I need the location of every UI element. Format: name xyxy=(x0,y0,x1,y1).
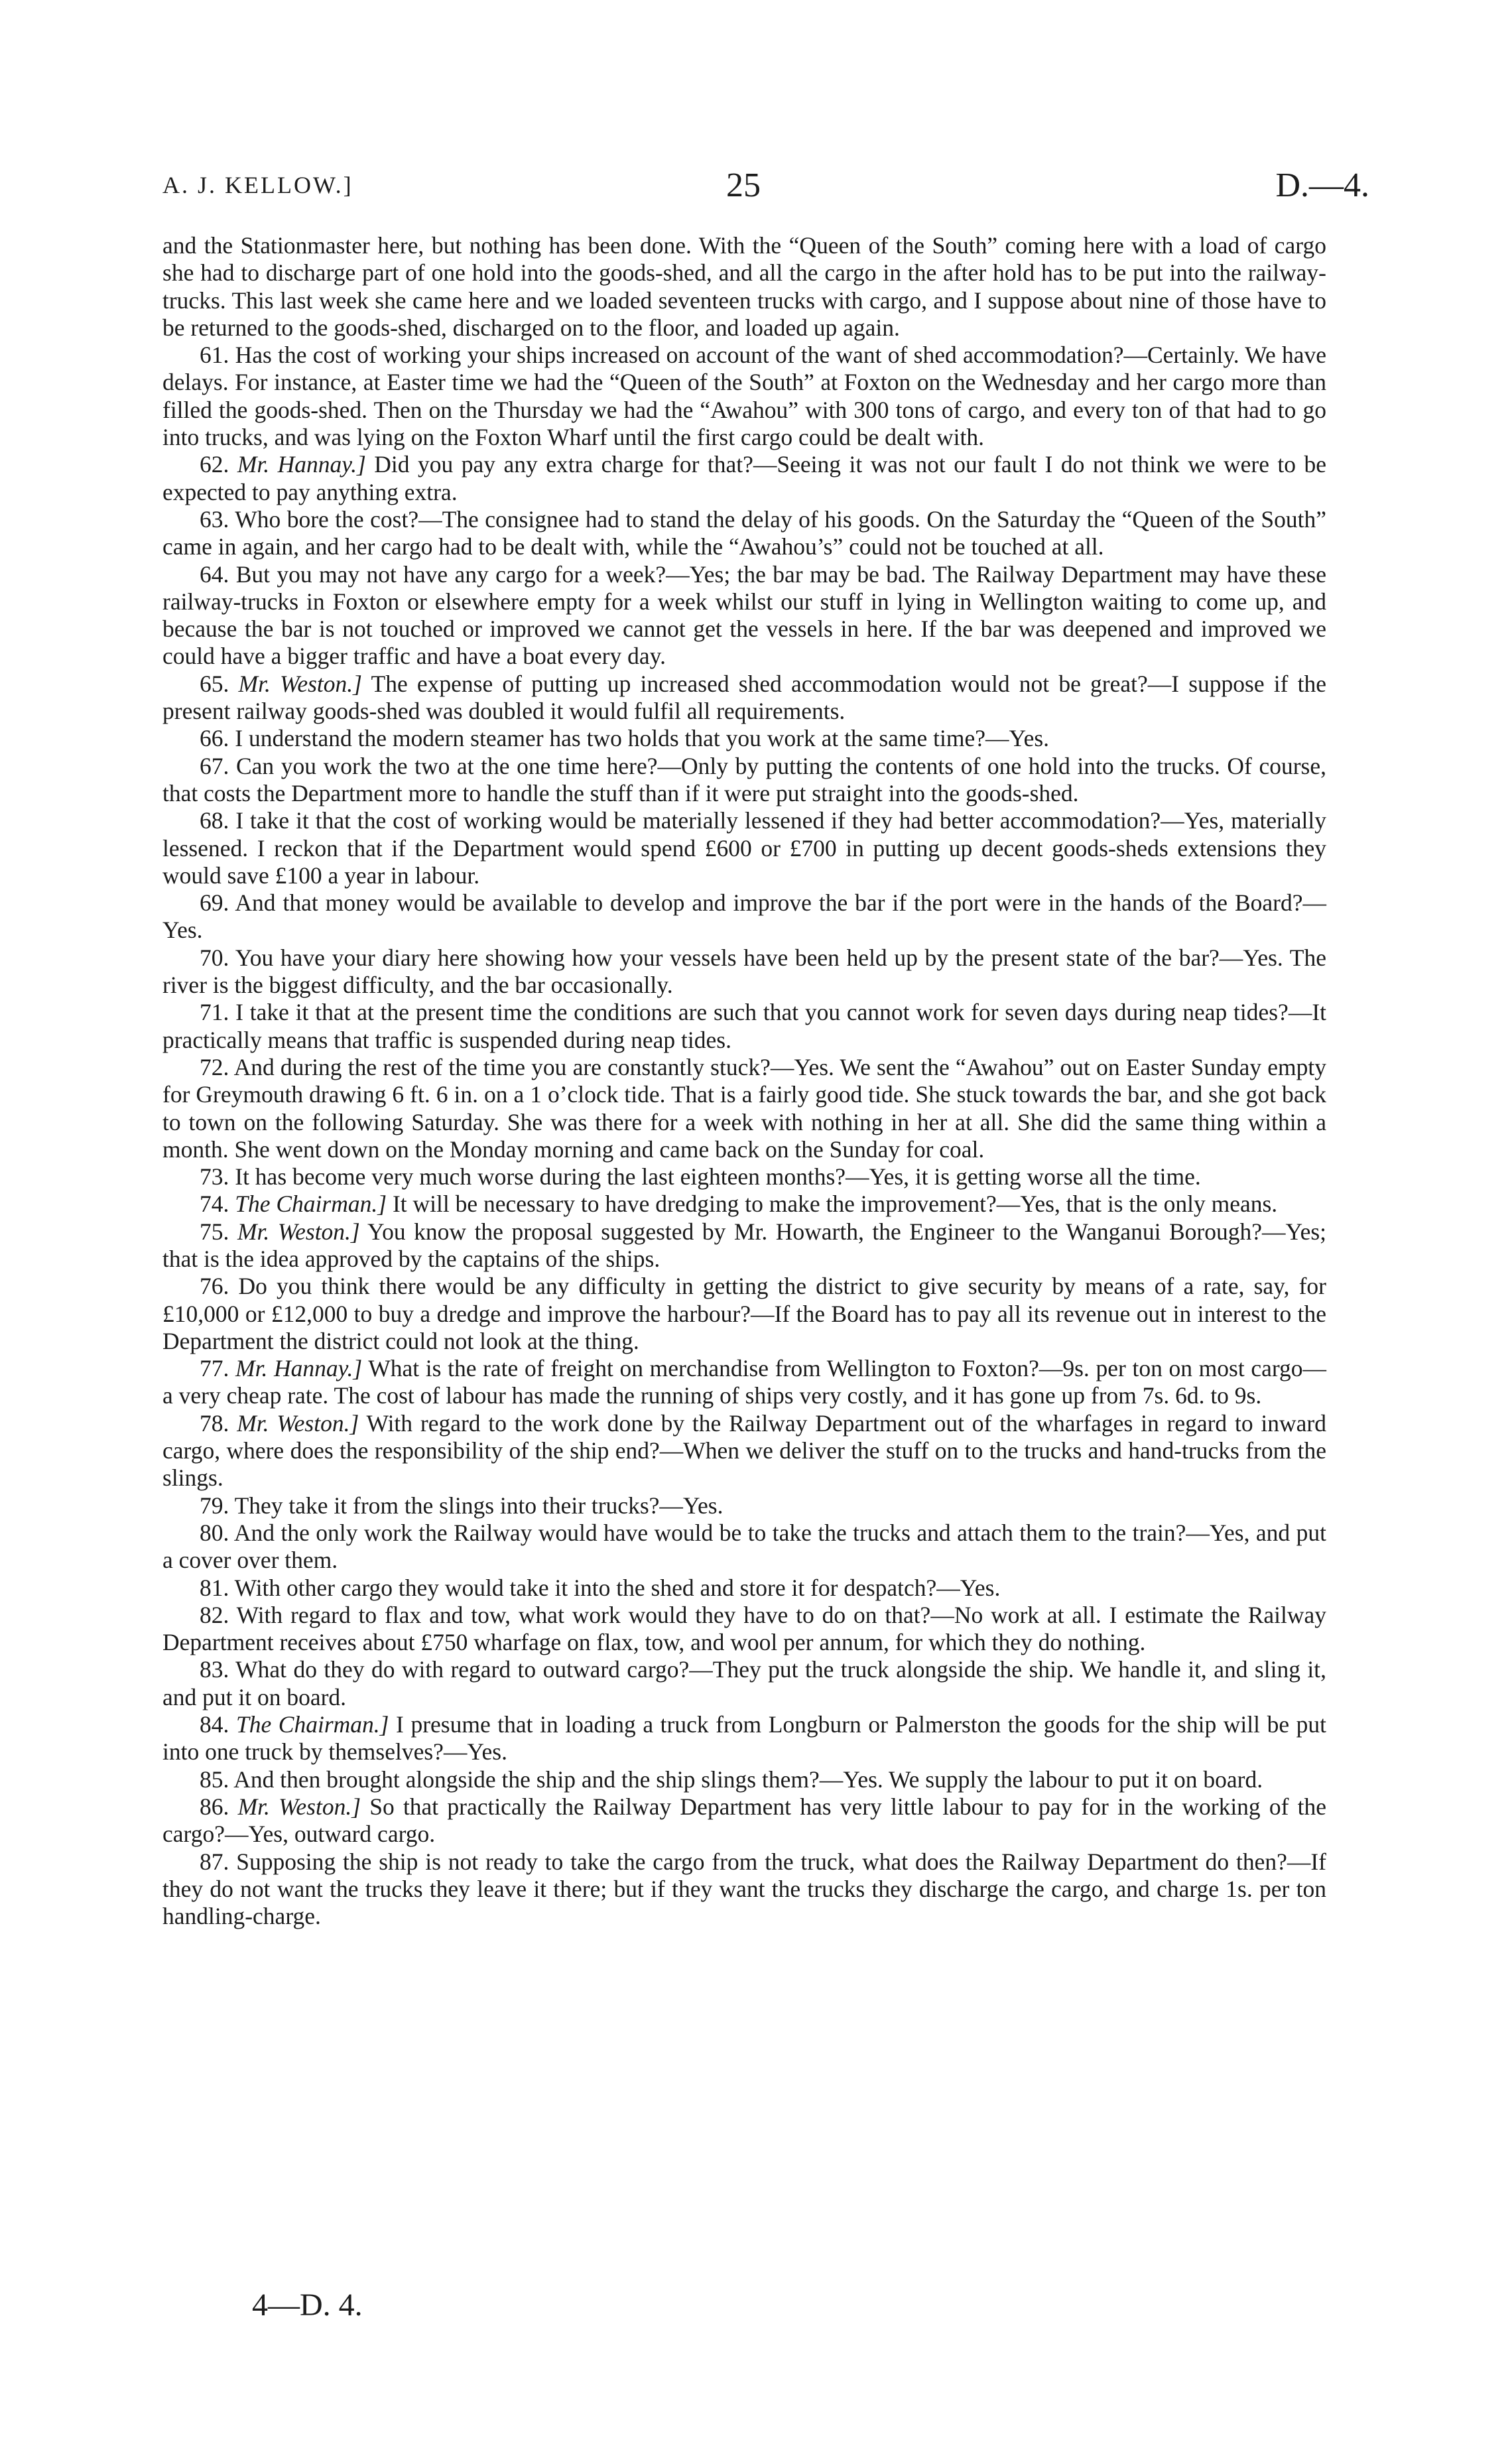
testimony-paragraph xyxy=(162,506,1326,561)
paragraph-text: Who bore the cost?—The consignee had to stand the delay of his goods. On the Saturday the “Queen of the South” came in again, and her cargo had to be dealt with, while the “Awahou’s” could not be touched at all. xyxy=(162,505,1327,560)
sheet-signature: 4—D. 4. xyxy=(252,2287,363,2323)
paragraph-text: You know the proposal suggested by Mr. Howarth, the Engineer to the Wanganui Borough?—Yes; that is the idea approved by the captains of the ships. xyxy=(162,1218,1327,1272)
testimony-paragraph xyxy=(162,1190,1326,1218)
testimony-paragraph xyxy=(162,807,1326,889)
question-number: 76. xyxy=(200,1273,229,1300)
question-number: 67. xyxy=(200,752,229,779)
question-number: 73. xyxy=(200,1163,229,1190)
testimony-paragraph xyxy=(162,1273,1326,1355)
paragraph-text: With regard to the work done by the Railway Department out of the wharfages in regard to inward cargo, where does the responsibility of the ship end?—When we deliver the stuff on to the trucks and hand-trucks from the slings. xyxy=(162,1409,1327,1492)
question-number: 63. xyxy=(200,505,229,533)
paragraph-text: I understand the modern steamer has two holds that you work at the same time?—Yes. xyxy=(235,725,1050,752)
paragraph-text: Has the cost of working your ships increased on account of the want of shed accommodation?—Certainly. We have delays. For instance, at Easter time we had the “Queen of the South” at Foxton on the Wednesday and her cargo more than filled the goods-shed. Then on the Thursday we had the “Awahou” with 300 tons of cargo, and every ton of that had to go into trucks, and was lying on the Foxton Wharf until the first cargo could be dealt with. xyxy=(162,342,1327,451)
speaker-label: Mr. Weston.] xyxy=(237,1793,361,1820)
paragraph-text: What do they do with regard to outward cargo?—They put the truck alongside the ship. We handle it, and sling it, and put it on board. xyxy=(162,1656,1327,1710)
paragraph-text: And the only work the Railway would have would be to take the trucks and attach them to the train?—Yes, and put a cover over them. xyxy=(162,1519,1326,1574)
question-number: 64. xyxy=(200,560,229,588)
paragraph-text: Do you think there would be any difficulty in getting the district to give security by means of a rate, say, for £10,000 or £12,000 to buy a dredge and improve the harbour?—If the Board has to pay all its revenue out in interest to the Department the district could not look at the thing. xyxy=(162,1273,1327,1354)
paragraph-text: The expense of putting up increased shed accommodation would not be great?—I suppose if the present railway goods-shed was doubled it would fulfil all requirements. xyxy=(162,670,1326,725)
speaker-label: Mr. Hannay.] xyxy=(237,451,366,478)
paragraph-text: So that practically the Railway Department has very little labour to pay for in the working of the cargo?—Yes, outward cargo. xyxy=(162,1793,1327,1848)
paragraph-text: With regard to flax and tow, what work would they have to do on that?—No work at all. I estimate the Railway Department receives about £750 wharfage on flax, tow, and wool per annum, for which they do nothing. xyxy=(162,1601,1327,1656)
paragraph-text: I presume that in loading a truck from Longburn or Palmerston the goods for the ship will be put into one truck by themselves?—Yes. xyxy=(162,1711,1327,1766)
question-number: 68. xyxy=(200,807,229,834)
testimony-paragraph xyxy=(162,1355,1326,1410)
testimony-body xyxy=(162,232,1326,1930)
testimony-paragraph xyxy=(162,1602,1326,1657)
witness-name: A. J. KELLOW.] xyxy=(162,172,353,198)
paragraph-text: Supposing the ship is not ready to take the cargo from the truck, what does the Railway Department do then?—If they do not want the trucks they leave it there; but if they want the trucks they discharge the cargo, and charge 1s. per ton handling-charge. xyxy=(162,1848,1327,1930)
testimony-paragraph xyxy=(162,1793,1326,1848)
question-number: 78. xyxy=(200,1409,229,1437)
testimony-paragraph xyxy=(162,999,1326,1054)
paragraph-text: You have your diary here showing how your vessels have been held up by the present state of the bar?—Yes. The river is the biggest difficulty, and the bar occasionally. xyxy=(162,944,1326,999)
testimony-paragraph xyxy=(162,1575,1326,1602)
question-number: 82. xyxy=(200,1601,229,1628)
testimony-paragraph xyxy=(162,671,1326,726)
testimony-paragraph xyxy=(162,1766,1326,1793)
testimony-paragraph xyxy=(162,342,1326,451)
question-number: 81. xyxy=(200,1574,229,1601)
paragraph-text: But you may not have any cargo for a week?—Yes; the bar may be bad. The Railway Department may have these railway-trucks in Foxton or elsewhere empty for a week whilst our stuff in lying in Wellington waiting to come up, and because the bar is not touched or improved we cannot get the vessels in here. If the bar was deepened and improved we could have a bigger traffic and have a boat every day. xyxy=(162,560,1327,670)
paper-reference: D.—4. xyxy=(1275,166,1369,204)
paragraph-text: What is the rate of freight on merchandise from Wellington to Foxton?—9s. per ton on most cargo—a very cheap rate. The cost of labour has made the running of ships very costly, and it has gone up from 7s. 6d. to 9s. xyxy=(162,1355,1327,1409)
testimony-paragraph xyxy=(162,1410,1326,1492)
question-number: 69. xyxy=(200,889,229,917)
speaker-label: Mr. Hannay.] xyxy=(235,1355,363,1382)
paragraph-text: It will be necessary to have dredging to make the improvement?—Yes, that is the only means. xyxy=(392,1190,1278,1218)
paragraph-text: and the Stationmaster here, but nothing has been done. With the “Queen of the South” coming here with a load of cargo she had to discharge part of one hold into the goods-shed, and all the cargo in the after hold has to be put into the railway-trucks. This last week she came here and we loaded seventeen trucks with cargo, and I suppose about nine of those have to be returned to the goods-shed, discharged on to the floor, and loaded up again. xyxy=(162,232,1326,341)
testimony-paragraph xyxy=(162,1519,1326,1575)
question-number: 72. xyxy=(200,1053,229,1080)
paragraph-text: And that money would be available to develop and improve the bar if the port were in the hands of the Board?—Yes. xyxy=(162,889,1326,944)
testimony-paragraph xyxy=(162,1848,1326,1931)
paragraph-text: They take it from the slings into their trucks?—Yes. xyxy=(234,1492,724,1519)
question-number: 84. xyxy=(200,1711,229,1738)
paragraph-text: And during the rest of the time you are constantly stuck?—Yes. We sent the “Awahou” out on Easter Sunday empty for Greymouth drawing 6 ft. 6 in. on a 1 o’clock tide. That is a fairly good tide. She stuck towards the bar, and she got back to town on the following Saturday. She was there for a week with nothing in her at all. She did the same thing within a month. She went down on the Monday morning and came back on the Sunday for coal. xyxy=(162,1053,1326,1163)
question-number: 80. xyxy=(200,1519,229,1546)
speaker-label: The Chairman.] xyxy=(235,1711,389,1738)
testimony-paragraph xyxy=(162,1218,1326,1273)
paragraph-text: And then brought alongside the ship and the ship slings them?—Yes. We supply the labour to put it on board. xyxy=(233,1766,1263,1793)
testimony-paragraph xyxy=(162,232,1326,342)
page-header xyxy=(162,166,1369,212)
speaker-label: Mr. Weston.] xyxy=(237,1409,359,1437)
question-number: 70. xyxy=(200,944,229,971)
speaker-label: The Chairman.] xyxy=(235,1190,387,1218)
question-number: 77. xyxy=(200,1355,229,1382)
paragraph-text: I take it that the cost of working would be materially lessened if they had better accommodation?—Yes, materially lessened. I reckon that if the Department would spend £600 or £700 in putting up decent goods-sheds extensions they would save £100 a year in labour. xyxy=(162,807,1326,889)
testimony-paragraph xyxy=(162,561,1326,671)
speaker-label: Mr. Weston.] xyxy=(238,670,362,697)
question-number: 75. xyxy=(200,1218,229,1245)
testimony-paragraph xyxy=(162,725,1326,752)
speaker-label: Mr. Weston.] xyxy=(237,1218,360,1245)
testimony-paragraph xyxy=(162,889,1326,944)
question-number: 62. xyxy=(200,451,229,478)
testimony-paragraph xyxy=(162,1054,1326,1163)
testimony-paragraph xyxy=(162,944,1326,999)
paragraph-text: I take it that at the present time the conditions are such that you cannot work for seven days during neap tides?—It practically means that traffic is suspended during neap tides. xyxy=(162,999,1326,1053)
question-number: 87. xyxy=(200,1848,229,1875)
testimony-paragraph xyxy=(162,1656,1326,1711)
question-number: 65. xyxy=(200,670,229,697)
question-number: 79. xyxy=(200,1492,229,1519)
question-number: 86. xyxy=(200,1793,229,1820)
question-number: 74. xyxy=(200,1190,229,1218)
paragraph-text: With other cargo they would take it into the shed and store it for despatch?—Yes. xyxy=(234,1574,1001,1601)
question-number: 85. xyxy=(200,1766,229,1793)
question-number: 83. xyxy=(200,1656,229,1683)
testimony-paragraph xyxy=(162,1492,1326,1519)
testimony-paragraph xyxy=(162,1711,1326,1766)
page-number: 25 xyxy=(726,166,761,204)
testimony-paragraph xyxy=(162,451,1326,506)
testimony-paragraph xyxy=(162,753,1326,808)
question-number: 61. xyxy=(200,342,229,369)
paragraph-text: It has become very much worse during the last eighteen months?—Yes, it is getting worse all the time. xyxy=(235,1163,1201,1190)
question-number: 66. xyxy=(200,725,229,752)
paragraph-text: Did you pay any extra charge for that?—Seeing it was not our fault I do not think we were to be expected to pay anything extra. xyxy=(162,451,1327,505)
question-number: 71. xyxy=(200,999,229,1026)
paragraph-text: Can you work the two at the one time here?—Only by putting the contents of one hold into the trucks. Of course, that costs the Department more to handle the stuff than if it were put straight into the goods-shed. xyxy=(162,752,1326,806)
testimony-paragraph xyxy=(162,1163,1326,1190)
